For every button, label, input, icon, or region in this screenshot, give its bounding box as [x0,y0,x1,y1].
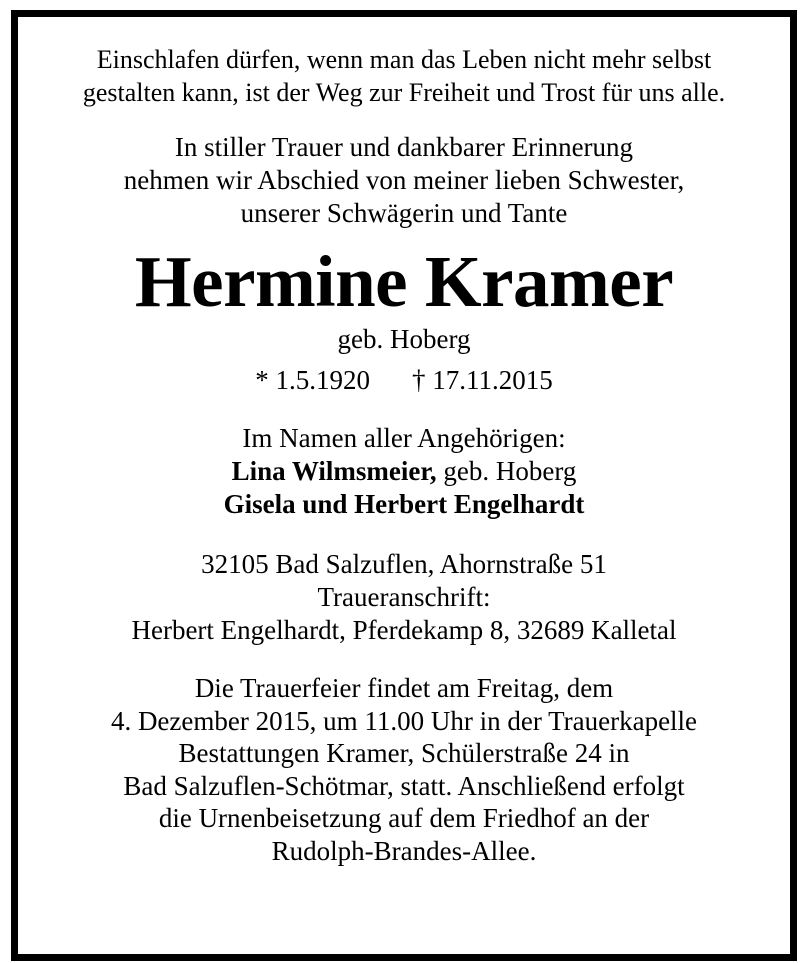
ceremony-line: Rudolph-Brandes-Allee. [271,835,537,866]
obituary-notice [18,17,790,867]
mourner-name: Lina Wilmsmeier, [231,456,437,486]
intro-line: unserer Schwägerin und Tante [240,198,568,228]
address-line: Traueranschrift: [317,582,491,612]
ceremony-line: Bestattungen Kramer, Schülerstraße 24 in [178,738,630,768]
ceremony-line: Bad Salzuflen-Schötmar, statt. Anschließend erfolgt [123,770,685,801]
birth-date: * 1.5.1920 [255,365,370,395]
mourner-line [18,455,790,488]
ceremony-line: Die Trauerfeier findet am Freitag, dem [194,673,614,703]
mourner-name: Gisela und Herbert Engelhardt [223,489,585,519]
life-dates [18,364,790,396]
motto-line: Einschlafen dürfen, wenn man das Leben nicht mehr selbst [96,45,712,74]
ceremony-line: die Urnenbeisetzung auf dem Friedhof an der [158,803,650,833]
ceremony-line: 4. Dezember 2015, um 11.00 Uhr in der Trauerkapelle [110,705,698,736]
address-line: 32105 Bad Salzuflen, Ahornstraße 51 [201,549,607,579]
intro-line: In stiller Trauer und dankbarer Erinnerung [174,132,634,162]
death-date: † 17.11.2015 [412,365,553,395]
motto-line: gestalten kann, ist der Weg zur Freiheit und Trost für uns alle. [82,78,726,107]
address-line: Herbert Engelhardt, Pferdekamp 8, 32689 Kalletal [131,615,677,645]
ceremony-block [18,672,790,867]
deceased-name: Hermine Kramer [134,241,674,322]
motto-text [18,43,790,109]
maiden-name: geb. Hoberg [337,324,471,354]
address-block [18,548,790,647]
intro-line: nehmen wir Abschied von meiner lieben Schwester, [123,165,685,195]
mourner-maiden-name: geb. Hoberg [436,456,577,486]
mourners-intro: Im Namen aller Angehörigen: [242,423,566,453]
intro-text [18,131,790,230]
mourner-line [18,488,790,521]
